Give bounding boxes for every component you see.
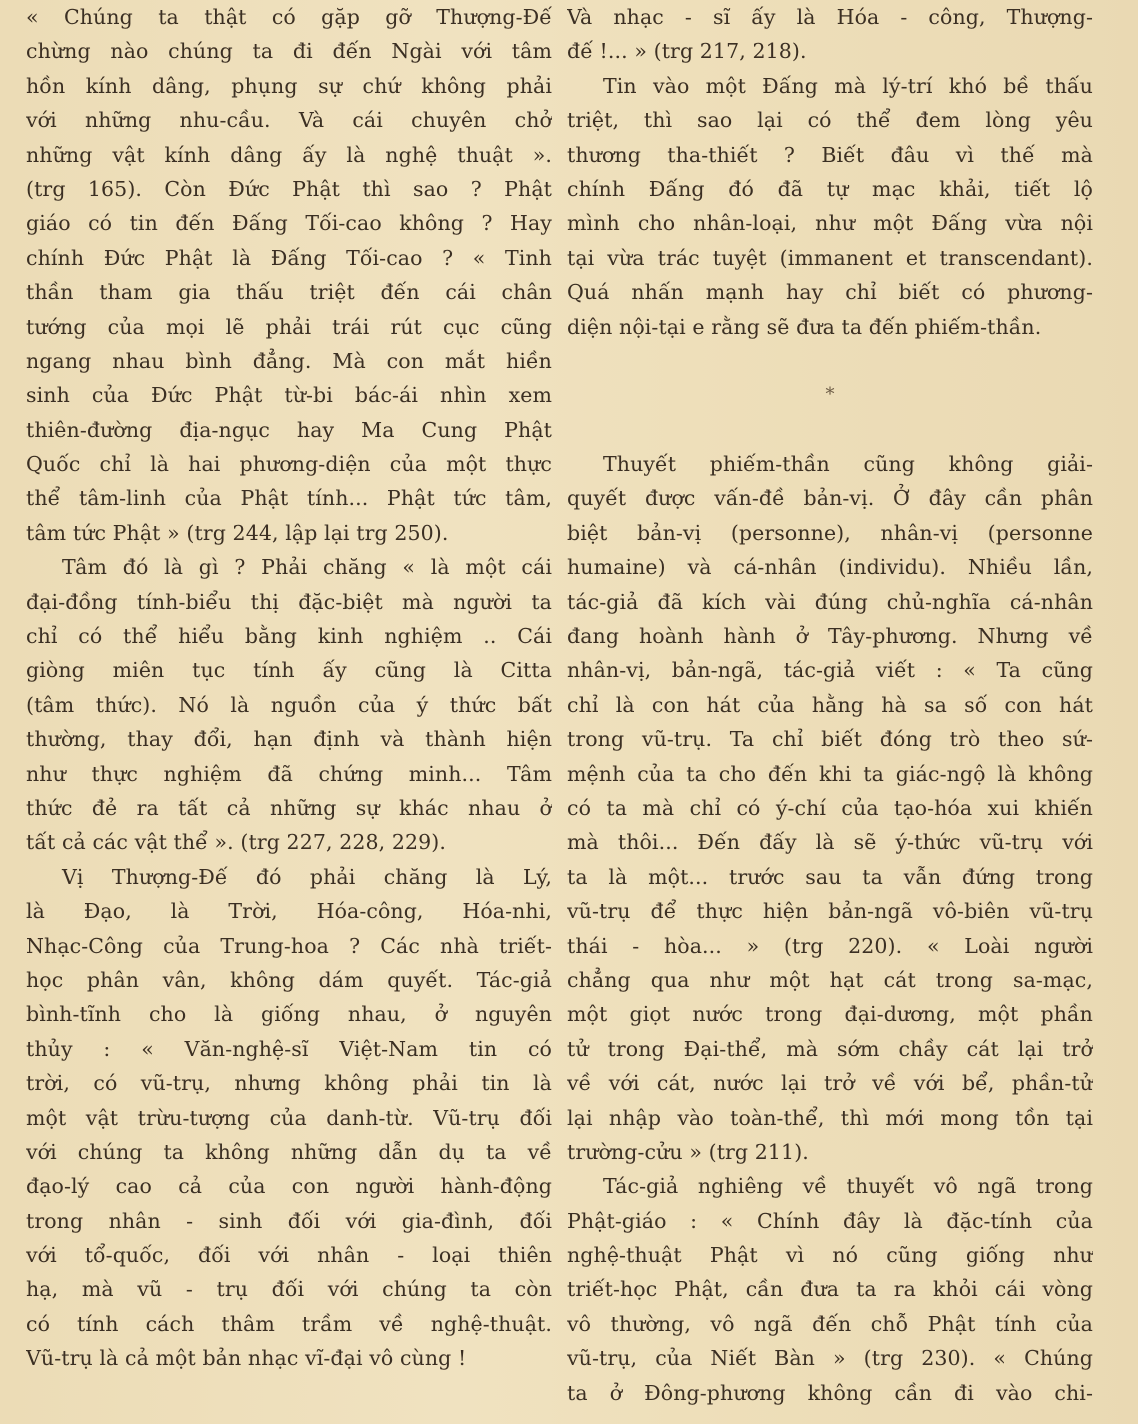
left-column-line: với những nhu-cầu. Và cái chuyên chở — [26, 108, 552, 133]
left-column-line: thường, thay đổi, hạn định và thành hiện — [26, 727, 552, 752]
left-column-line: giáo có tin đến Đấng Tối-cao không ? Hay — [26, 211, 552, 236]
right-column-line: thái - hòa... » (trg 220). « Loài người — [567, 933, 1093, 958]
left-column-line: thiên-đường địa-ngục hay Ma Cung Phật — [26, 417, 552, 442]
left-column-line: (tâm thức). Nó là nguồn của ý thức bất — [26, 692, 552, 717]
right-column-line: mệnh của ta cho đến khi ta giác-ngộ là không — [567, 761, 1093, 786]
right-column-line: lại nhập vào toàn-thể, thì mới mong tồn tại — [567, 1105, 1093, 1130]
right-column-line: trường-cửu » (trg 211). — [567, 1139, 809, 1164]
right-column-line: Quá nhấn mạnh hay chỉ biết có phương- — [567, 280, 1093, 305]
left-column-line: đại-đồng tính-biểu thị đặc-biệt mà người ta — [26, 589, 552, 614]
left-column-line: thủy : « Văn-nghệ-sĩ Việt-Nam tin có — [26, 1036, 552, 1061]
right-column-line: chính Đấng đó đã tự mạc khải, tiết lộ — [567, 176, 1093, 201]
right-column-line: quyết được vấn-đề bản-vị. Ở đây cần phân — [567, 486, 1093, 511]
left-column-line: hồn kính dâng, phụng sự chứ không phải — [26, 73, 552, 98]
section-separator: * — [825, 384, 835, 406]
left-column-line: là Đạo, là Trời, Hóa-công, Hóa-nhi, — [26, 899, 552, 924]
left-column-line: chỉ có thể hiểu bằng kinh nghiệm .. Cái — [26, 624, 552, 649]
right-column-line: tại vừa trác tuyệt (immanent et transcendant). — [567, 245, 1093, 270]
left-column-line: chính Đức Phật là Đấng Tối-cao ? « Tinh — [26, 245, 552, 270]
right-column-line: vũ-trụ, của Niết Bàn » (trg 230). « Chúng — [567, 1346, 1093, 1371]
right-column-line: Thuyết phiếm-thần cũng không giải- — [603, 452, 1093, 477]
right-column-line: chỉ là con hát của hằng hà sa số con hát — [567, 692, 1093, 717]
left-column-line: giòng miên tục tính ấy cũng là Citta — [26, 658, 552, 683]
right-column-line: vô thường, vô ngã đến chỗ Phật tính của — [567, 1311, 1093, 1336]
left-column-line: bình-tĩnh cho là giống nhau, ở nguyên — [26, 1002, 552, 1027]
right-column-line: diện nội-tại e rằng sẽ đưa ta đến phiếm-thần. — [567, 314, 1042, 339]
right-column-line: biệt bản-vị (personne), nhân-vị (personne — [567, 520, 1093, 545]
right-column-line: ta ở Đông-phương không cần đi vào chi- — [567, 1380, 1093, 1405]
right-column-line: ta là một... trước sau ta vẫn đứng trong — [567, 864, 1093, 889]
right-column-line: một giọt nước trong đại-dương, một phần — [567, 1002, 1093, 1027]
left-column-line: trời, có vũ-trụ, nhưng không phải tin là — [26, 1071, 552, 1096]
right-column-line: triệt, thì sao lại có thể đem lòng yêu — [567, 108, 1093, 133]
right-column-line: chẳng qua như một hạt cát trong sa-mạc, — [567, 967, 1093, 992]
left-column-line: Tâm đó là gì ? Phải chăng « là một cái — [62, 555, 552, 580]
left-column-line: sinh của Đức Phật từ-bi bác-ái nhìn xem — [26, 383, 552, 408]
left-column-line: thần tham gia thấu triệt đến cái chân — [26, 280, 552, 305]
right-column-line: Và nhạc - sĩ ấy là Hóa - công, Thượng- — [567, 5, 1093, 29]
right-column-line: mà thôi... Đến đấy là sẽ ý-thức vũ-trụ với — [567, 830, 1093, 855]
right-column-line: Tin vào một Đấng mà lý-trí khó bề thấu — [603, 73, 1093, 98]
section-spacer — [567, 413, 1093, 447]
left-column-line: Nhạc-Công của Trung-hoa ? Các nhà triết- — [26, 933, 552, 958]
left-column-line: như thực nghiệm đã chứng minh... Tâm — [26, 761, 552, 786]
left-column-line: « Chúng ta thật có gặp gỡ Thượng-Đế — [26, 5, 552, 29]
right-column-line: mình cho nhân-loại, như một Đấng vừa nội — [567, 211, 1093, 236]
left-column-line: học phân vân, không dám quyết. Tác-giả — [26, 967, 552, 992]
right-column-line: Phật-giáo : « Chính đây là đặc-tính của — [567, 1208, 1093, 1233]
right-column-line: Tác-giả nghiêng về thuyết vô ngã trong — [603, 1174, 1093, 1199]
right-column-line: tác-giả đã kích vài đúng chủ-nghĩa cá-nhân — [567, 589, 1093, 614]
left-column-line: những vật kính dâng ấy là nghệ thuật ». — [26, 142, 552, 167]
right-column-line: nghệ-thuật Phật vì nó cũng giống như — [567, 1243, 1093, 1268]
left-column-line: thể tâm-linh của Phật tính... Phật tức tâm, — [26, 486, 552, 511]
left-column-line: (trg 165). Còn Đức Phật thì sao ? Phật — [26, 176, 552, 201]
left-column-line: Vị Thượng-Đế đó phải chăng là Lý, — [62, 864, 552, 889]
right-column-line: về với cát, nước lại trở về với bể, phần-tử — [567, 1071, 1093, 1096]
left-column-line: ngang nhau bình đẳng. Mà con mắt hiền — [26, 348, 552, 373]
left-column — [26, 0, 552, 1376]
right-column-line: humaine) và cá-nhân (individu). Nhiều lần, — [567, 555, 1093, 580]
right-column-line: tử trong Đại-thể, mà sớm chầy cát lại trở — [567, 1036, 1093, 1061]
right-column-line: vũ-trụ để thực hiện bản-ngã vô-biên vũ-trụ — [567, 899, 1093, 924]
left-column-line: tất cả các vật thể ». (trg 227, 228, 229). — [26, 830, 447, 855]
right-column-line: đang hoành hành ở Tây-phương. Nhưng về — [567, 624, 1093, 649]
left-column-line: Vũ-trụ là cả một bản nhạc vĩ-đại vô cùng ! — [26, 1346, 467, 1371]
right-column-line: trong vũ-trụ. Ta chỉ biết đóng trò theo sứ- — [567, 727, 1093, 752]
left-column-line: tâm tức Phật » (trg 244, lập lại trg 250). — [26, 520, 449, 545]
left-column-line: với chúng ta không những dẫn dụ ta về — [26, 1139, 552, 1164]
left-column-line: trong nhân - sinh đối với gia-đình, đối — [26, 1208, 552, 1233]
right-column-line: có ta mà chỉ có ý-chí của tạo-hóa xui khiến — [567, 795, 1093, 820]
section-spacer — [567, 344, 1093, 378]
left-column-line: một vật trừu-tượng của danh-từ. Vũ-trụ đối — [26, 1105, 552, 1130]
right-column — [567, 0, 1093, 1410]
right-column-line: đế !... » (trg 217, 218). — [567, 39, 807, 64]
left-column-line: có tính cách thâm trầm về nghệ-thuật. — [26, 1311, 552, 1336]
left-column-line: đạo-lý cao cả của con người hành-động — [26, 1174, 552, 1199]
right-column-line: triết-học Phật, cần đưa ta ra khỏi cái vòng — [567, 1277, 1093, 1302]
right-column-line: nhân-vị, bản-ngã, tác-giả viết : « Ta cũng — [567, 658, 1093, 683]
right-column-line: thương tha-thiết ? Biết đâu vì thế mà — [567, 142, 1093, 167]
left-column-line: chừng nào chúng ta đi đến Ngài với tâm — [26, 39, 552, 64]
left-column-line: thức đẻ ra tất cả những sự khác nhau ở — [26, 795, 552, 820]
left-column-line: hạ, mà vũ - trụ đối với chúng ta còn — [26, 1277, 552, 1302]
left-column-line: tướng của mọi lẽ phải trái rút cục cũng — [26, 314, 552, 339]
left-column-line: Quốc chỉ là hai phương-diện của một thực — [26, 452, 552, 477]
left-column-line: với tổ-quốc, đối với nhân - loại thiên — [26, 1243, 552, 1268]
